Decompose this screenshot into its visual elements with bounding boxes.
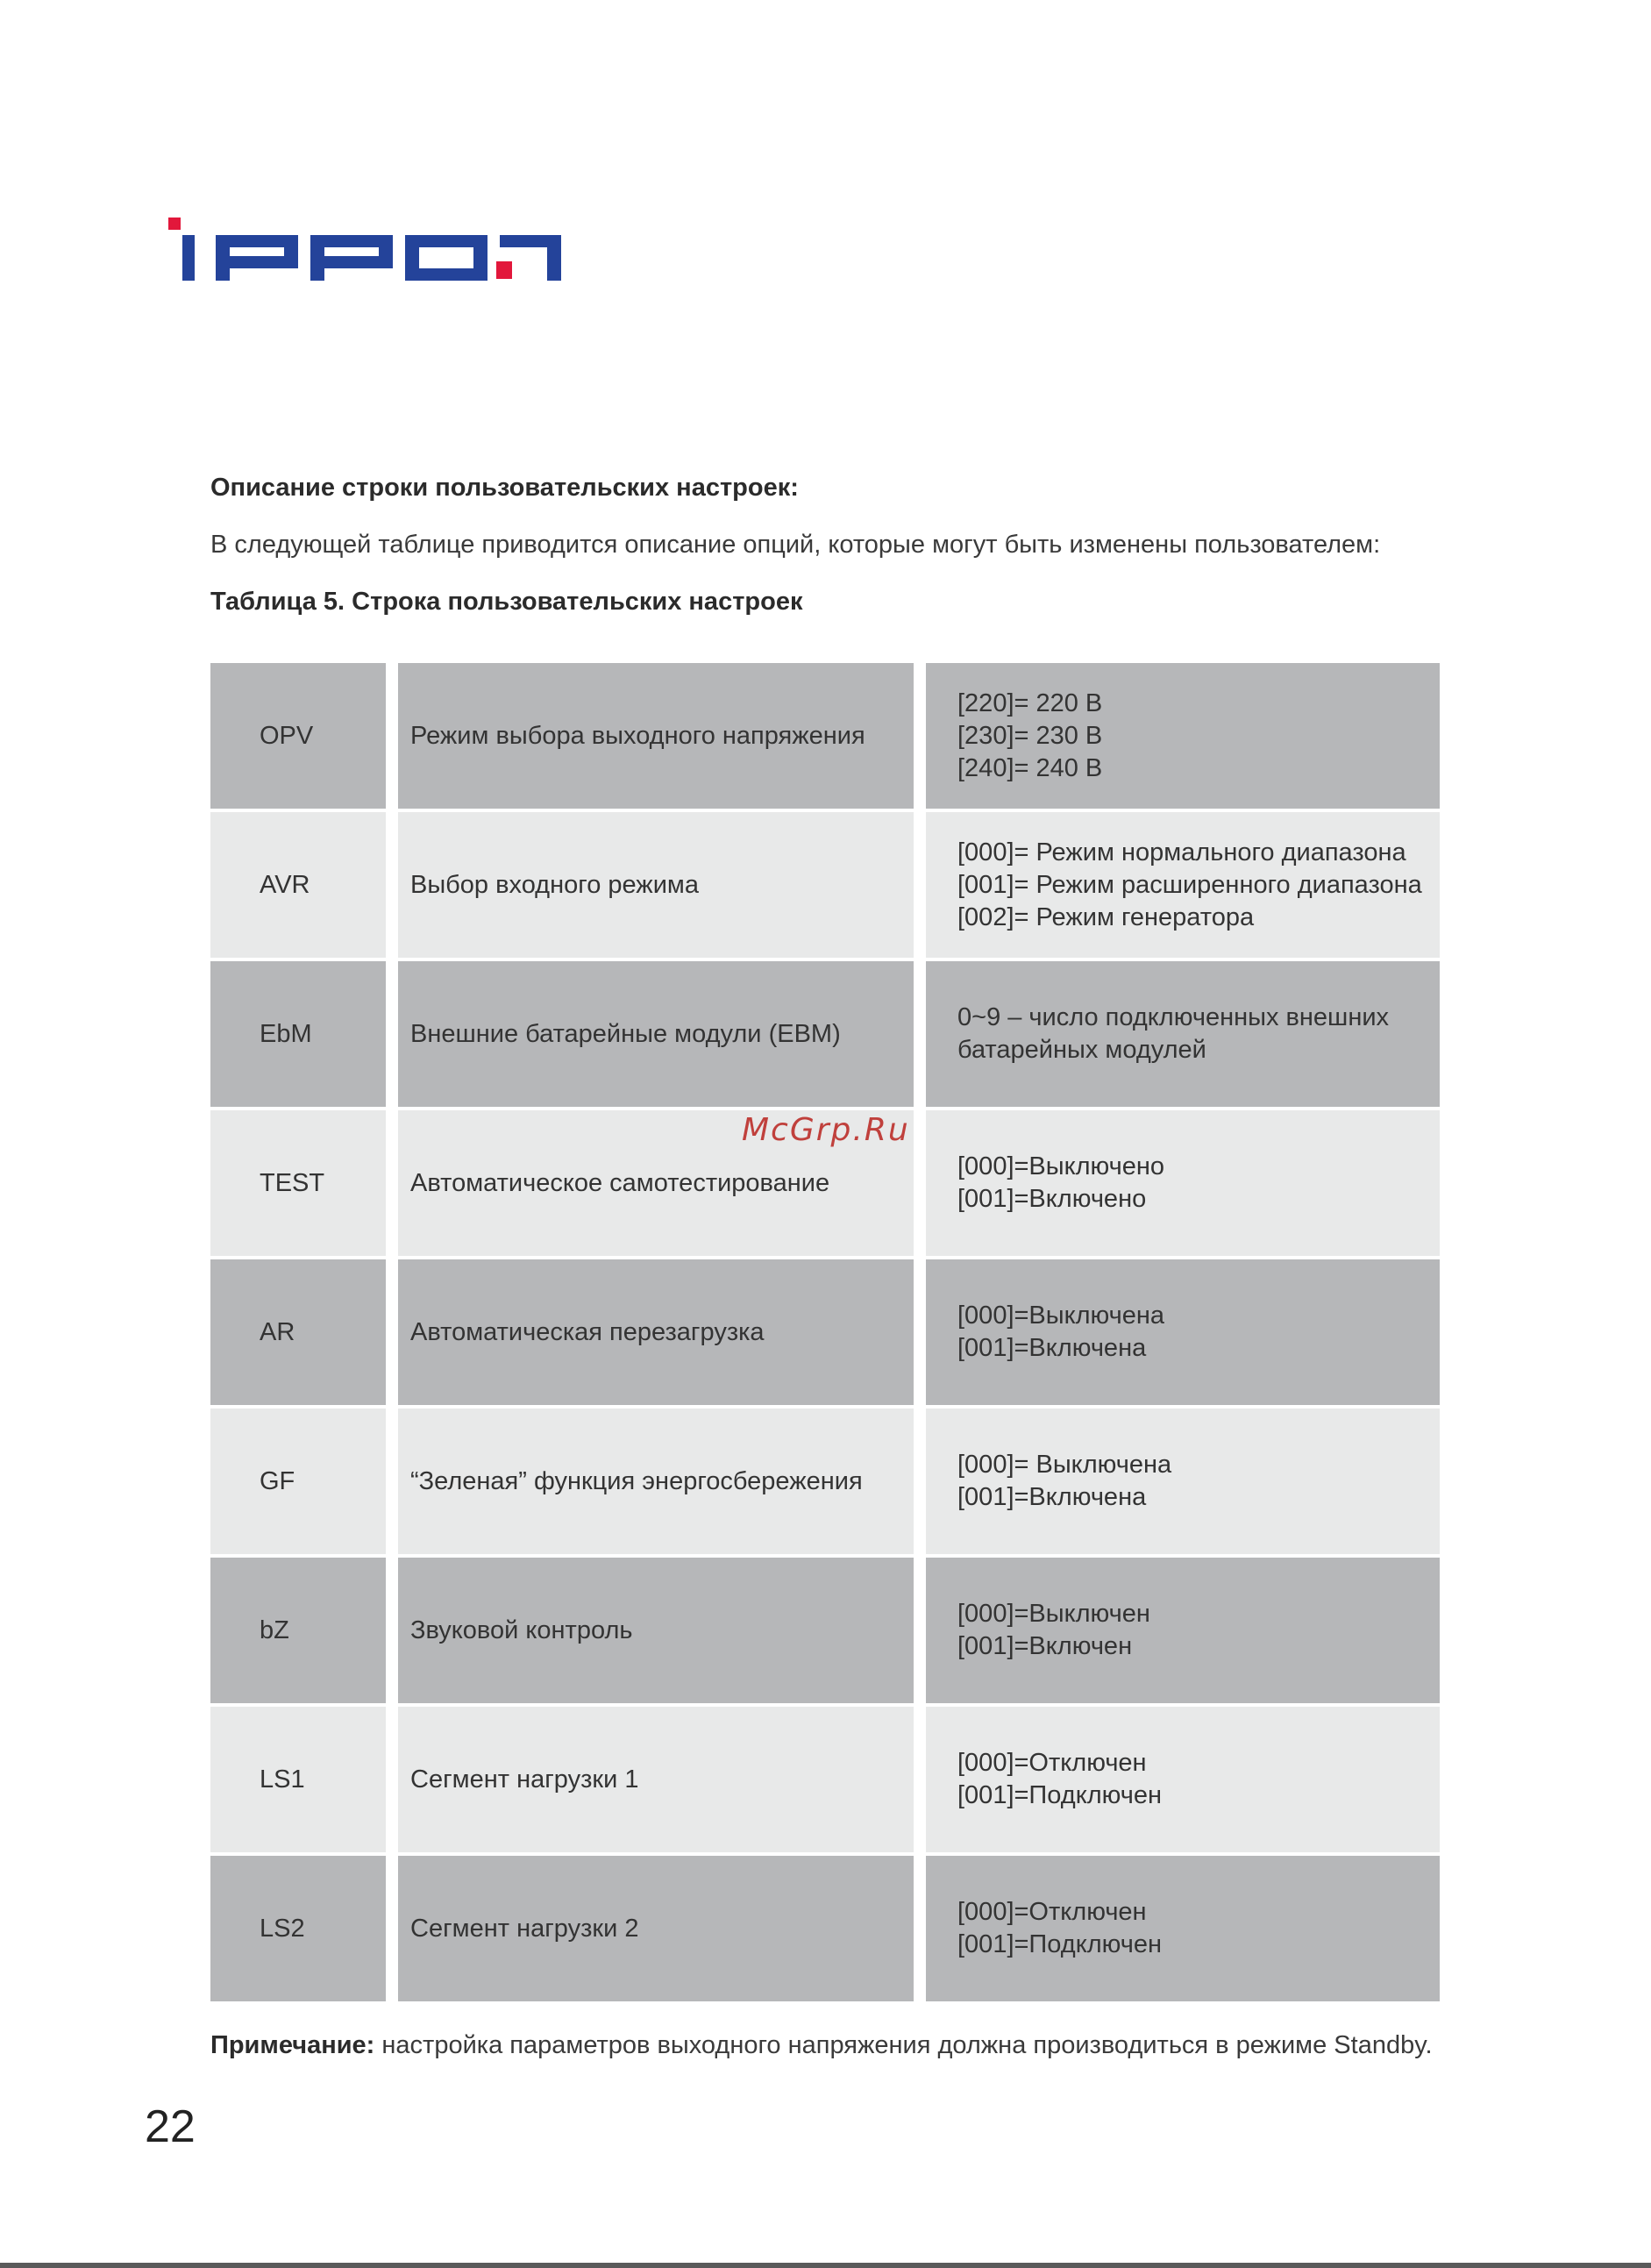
table-row: [210, 663, 1440, 809]
setting-value: [001]= Режим расширенного диапазона: [957, 870, 1422, 899]
setting-code: EbM: [210, 961, 386, 1107]
setting-description: Внешние батарейные модули (EBM): [398, 961, 914, 1107]
setting-values: [926, 663, 1440, 809]
setting-value: [000]=Отключен: [957, 1898, 1147, 1926]
setting-values: [926, 1110, 1440, 1256]
table-row: [210, 961, 1440, 1107]
setting-code: AR: [210, 1259, 386, 1405]
watermark-text: McGrp.Ru: [742, 1112, 910, 1148]
ippon-logo-icon: [167, 216, 561, 282]
setting-code: LS1: [210, 1707, 386, 1852]
table-caption: Таблица 5. Строка пользовательских настроек: [210, 588, 803, 616]
setting-value: [000]= Режим нормального диапазона: [957, 838, 1406, 867]
setting-description: Звуковой контроль: [398, 1558, 914, 1703]
setting-value: [002]= Режим генератора: [957, 902, 1255, 931]
note-text: настройка параметров выходного напряжения должна производиться в режиме Standby.: [374, 2031, 1433, 2059]
table-row: [210, 1707, 1440, 1852]
setting-values: [926, 1259, 1440, 1405]
setting-value: [001]=Включен: [957, 1632, 1133, 1660]
setting-description: Сегмент нагрузки 2: [398, 1856, 914, 2001]
table-row: [210, 1259, 1440, 1405]
setting-value: батарейных модулей: [957, 1036, 1206, 1064]
table-row: [210, 1409, 1440, 1554]
setting-description: Автоматическое самотестирование: [398, 1110, 914, 1256]
setting-values: [926, 1558, 1440, 1703]
setting-description: Сегмент нагрузки 1: [398, 1707, 914, 1852]
page-number: 22: [145, 2101, 196, 2152]
setting-value: [220]= 220 В: [957, 688, 1103, 717]
brand-logo: [167, 216, 561, 282]
setting-value: [000]=Отключен: [957, 1749, 1147, 1777]
setting-description: “Зеленая” функция энергосбережения: [398, 1409, 914, 1554]
setting-values: [926, 961, 1440, 1107]
setting-value: [001]=Включено: [957, 1185, 1147, 1213]
bottom-rule: [0, 2263, 1651, 2268]
setting-value: [000]=Выключена: [957, 1302, 1165, 1330]
setting-description: Выбор входного режима: [398, 812, 914, 958]
setting-code: GF: [210, 1409, 386, 1554]
setting-code: TEST: [210, 1110, 386, 1256]
setting-value: [001]=Включена: [957, 1334, 1147, 1362]
setting-values: [926, 812, 1440, 958]
intro-text: В следующей таблице приводится описание опций, которые могут быть изменены пользователем:: [210, 531, 1381, 559]
setting-values: [926, 1409, 1440, 1554]
setting-value: 0~9 – число подключенных внешних: [957, 1003, 1390, 1031]
table-row: [210, 1856, 1440, 2001]
setting-code: bZ: [210, 1558, 386, 1703]
setting-value: [000]= Выключена: [957, 1451, 1172, 1479]
setting-value: [001]=Подключен: [957, 1781, 1162, 1809]
table-row: [210, 812, 1440, 958]
section-heading: Описание строки пользовательских настроек:: [210, 474, 799, 502]
setting-value: [001]=Подключен: [957, 1930, 1162, 1958]
setting-value: [000]=Выключено: [957, 1152, 1165, 1180]
setting-value: [230]= 230 В: [957, 721, 1103, 750]
setting-value: [001]=Включена: [957, 1483, 1147, 1511]
setting-value: [240]= 240 В: [957, 753, 1103, 782]
setting-code: OPV: [210, 663, 386, 809]
table-row: [210, 1558, 1440, 1703]
note: [210, 2031, 1433, 2060]
setting-value: [000]=Выключен: [957, 1600, 1150, 1628]
setting-description: Режим выбора выходного напряжения: [398, 663, 914, 809]
setting-code: LS2: [210, 1856, 386, 2001]
setting-code: AVR: [210, 812, 386, 958]
settings-table: [210, 663, 1440, 2005]
setting-values: [926, 1856, 1440, 2001]
setting-values: [926, 1707, 1440, 1852]
setting-description: Автоматическая перезагрузка: [398, 1259, 914, 1405]
note-label: Примечание:: [210, 2031, 375, 2059]
